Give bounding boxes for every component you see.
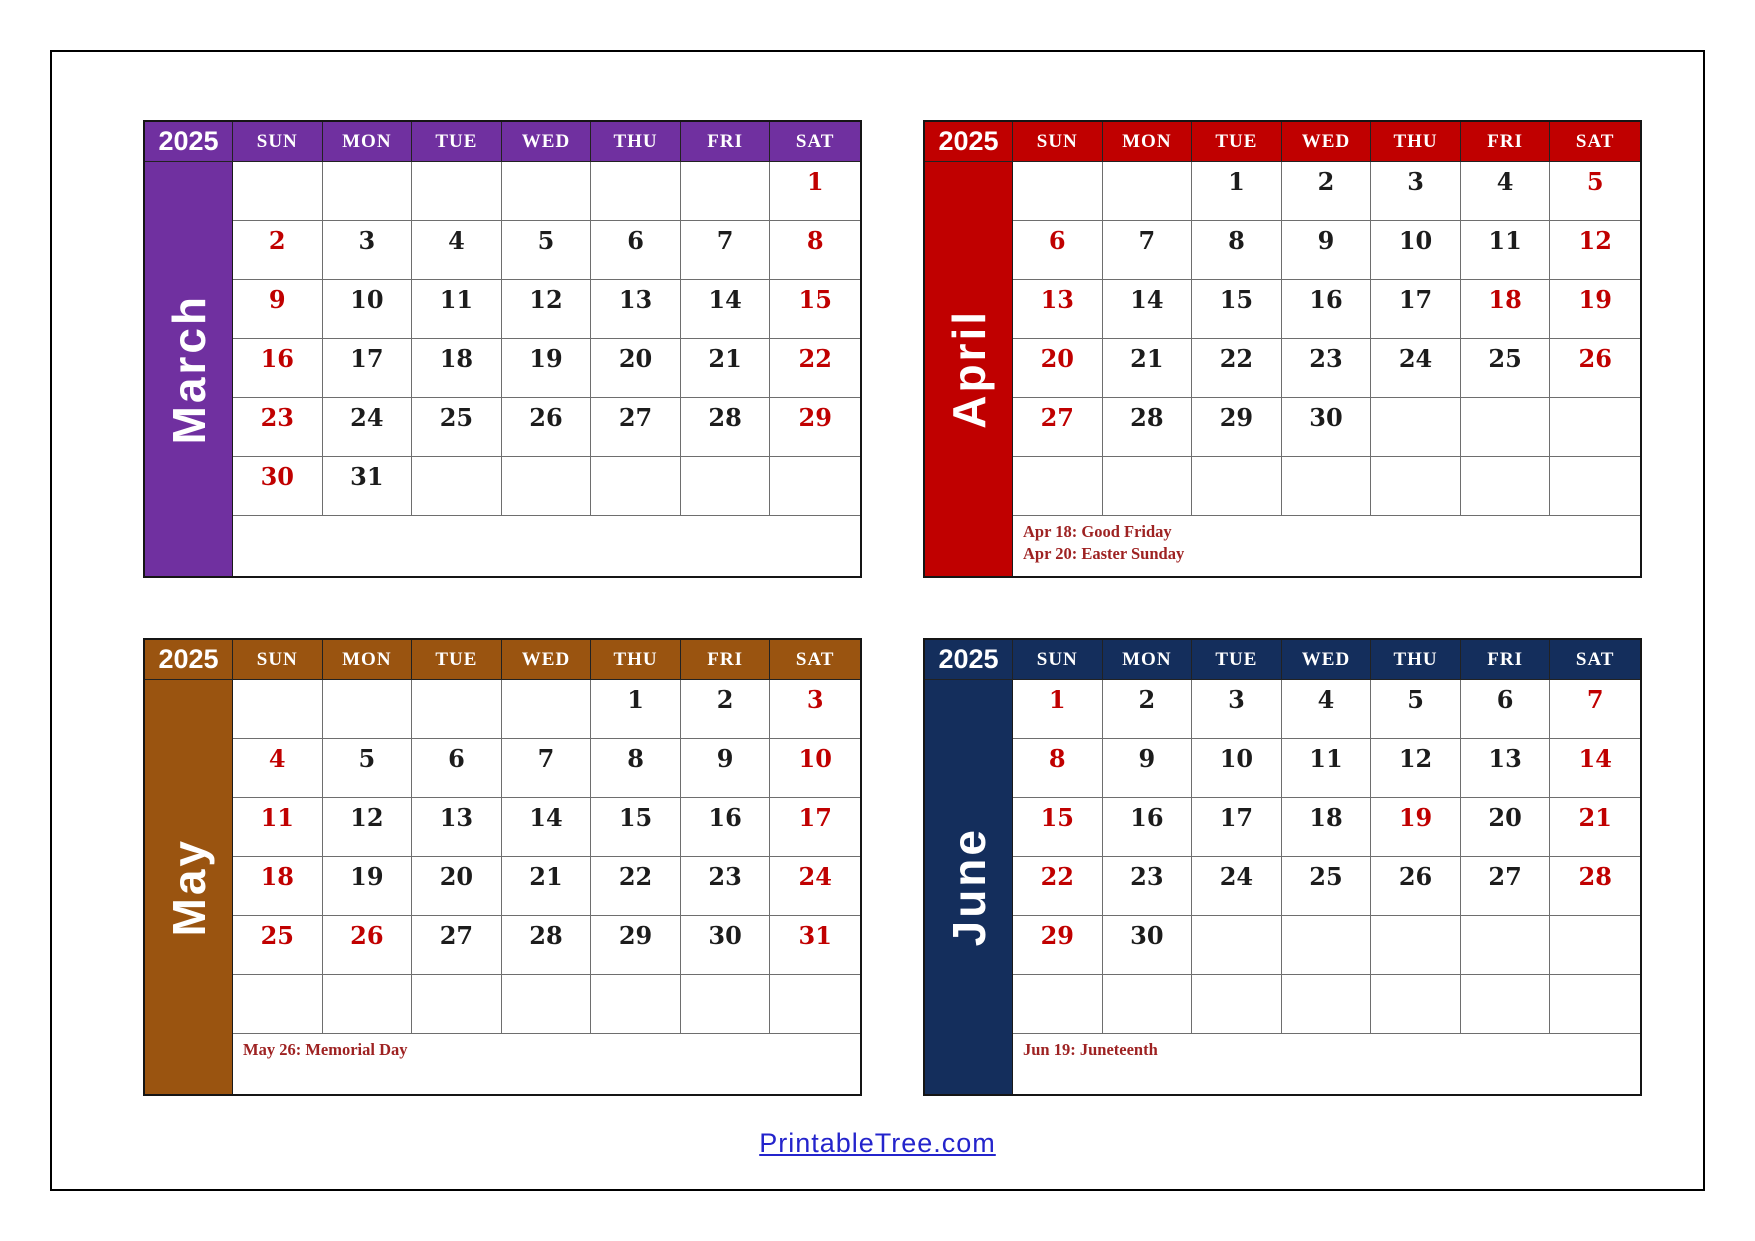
date-cell-march-27: 27 xyxy=(591,398,681,457)
month-sidebar-june xyxy=(925,680,1013,1094)
day-header-mon: MON xyxy=(323,122,413,162)
date-cell-march-10: 10 xyxy=(323,280,413,339)
holiday-notes-march xyxy=(233,516,860,576)
date-cell-empty xyxy=(1461,398,1551,457)
date-cell-april-2: 2 xyxy=(1282,162,1372,221)
date-cell-april-3: 3 xyxy=(1371,162,1461,221)
month-label-may: May xyxy=(162,837,215,937)
date-cell-march-28: 28 xyxy=(681,398,771,457)
day-header-mon: MON xyxy=(323,640,413,680)
date-cell-june-22: 22 xyxy=(1013,857,1103,916)
date-cell-april-16: 16 xyxy=(1282,280,1372,339)
year-label-may: 2025 xyxy=(145,640,233,680)
date-cell-empty xyxy=(1103,162,1193,221)
date-cell-june-8: 8 xyxy=(1013,739,1103,798)
date-cell-april-26: 26 xyxy=(1550,339,1640,398)
date-cell-june-23: 23 xyxy=(1103,857,1193,916)
date-cell-empty xyxy=(412,680,502,739)
day-header-tue: TUE xyxy=(1192,640,1282,680)
date-cell-june-28: 28 xyxy=(1550,857,1640,916)
date-cell-may-1: 1 xyxy=(591,680,681,739)
date-cell-march-7: 7 xyxy=(681,221,771,280)
date-cell-empty xyxy=(1550,916,1640,975)
date-cell-april-19: 19 xyxy=(1550,280,1640,339)
date-cell-april-23: 23 xyxy=(1282,339,1372,398)
date-cell-june-19: 19 xyxy=(1371,798,1461,857)
date-cell-empty xyxy=(1103,457,1193,516)
date-cell-june-4: 4 xyxy=(1282,680,1372,739)
day-header-tue: TUE xyxy=(412,122,502,162)
date-cell-april-12: 12 xyxy=(1550,221,1640,280)
date-cell-empty xyxy=(681,457,771,516)
holiday-note: Apr 18: Good Friday xyxy=(1023,522,1172,541)
month-sidebar-april xyxy=(925,162,1013,576)
date-cell-march-6: 6 xyxy=(591,221,681,280)
day-header-fri: FRI xyxy=(1461,122,1551,162)
date-cell-empty xyxy=(233,162,323,221)
date-cell-april-4: 4 xyxy=(1461,162,1551,221)
date-cell-june-26: 26 xyxy=(1371,857,1461,916)
date-cell-may-24: 24 xyxy=(770,857,860,916)
date-cell-june-2: 2 xyxy=(1103,680,1193,739)
date-cell-empty xyxy=(1461,457,1551,516)
date-cell-may-13: 13 xyxy=(412,798,502,857)
date-cell-april-24: 24 xyxy=(1371,339,1461,398)
day-header-sun: SUN xyxy=(1013,640,1103,680)
date-cell-may-23: 23 xyxy=(681,857,771,916)
date-cell-may-18: 18 xyxy=(233,857,323,916)
date-cell-june-1: 1 xyxy=(1013,680,1103,739)
day-header-fri: FRI xyxy=(1461,640,1551,680)
date-cell-june-27: 27 xyxy=(1461,857,1551,916)
date-cell-april-14: 14 xyxy=(1103,280,1193,339)
date-cell-march-30: 30 xyxy=(233,457,323,516)
date-cell-empty xyxy=(412,975,502,1034)
date-cell-empty xyxy=(323,975,413,1034)
date-cell-june-13: 13 xyxy=(1461,739,1551,798)
date-cell-april-21: 21 xyxy=(1103,339,1193,398)
date-cell-march-1: 1 xyxy=(770,162,860,221)
date-cell-march-21: 21 xyxy=(681,339,771,398)
date-cell-may-2: 2 xyxy=(681,680,771,739)
month-label-june: June xyxy=(942,827,995,947)
day-header-thu: THU xyxy=(1371,640,1461,680)
date-cell-may-14: 14 xyxy=(502,798,592,857)
date-cell-may-19: 19 xyxy=(323,857,413,916)
date-cell-april-1: 1 xyxy=(1192,162,1282,221)
date-cell-empty xyxy=(502,680,592,739)
date-cell-june-14: 14 xyxy=(1550,739,1640,798)
date-cell-may-7: 7 xyxy=(502,739,592,798)
date-cell-march-8: 8 xyxy=(770,221,860,280)
date-cell-march-4: 4 xyxy=(412,221,502,280)
date-cell-march-15: 15 xyxy=(770,280,860,339)
date-cell-april-17: 17 xyxy=(1371,280,1461,339)
date-cell-empty xyxy=(1103,975,1193,1034)
date-cell-empty xyxy=(1192,457,1282,516)
date-cell-empty xyxy=(502,457,592,516)
day-header-sat: SAT xyxy=(1550,640,1640,680)
day-header-mon: MON xyxy=(1103,640,1193,680)
holiday-notes-may xyxy=(233,1034,860,1094)
date-cell-may-28: 28 xyxy=(502,916,592,975)
date-cell-march-16: 16 xyxy=(233,339,323,398)
date-cell-empty xyxy=(233,975,323,1034)
date-cell-empty xyxy=(412,162,502,221)
holiday-notes-april xyxy=(1013,516,1640,576)
date-cell-may-9: 9 xyxy=(681,739,771,798)
date-cell-may-5: 5 xyxy=(323,739,413,798)
date-cell-empty xyxy=(770,457,860,516)
date-cell-march-31: 31 xyxy=(323,457,413,516)
day-header-wed: WED xyxy=(1282,122,1372,162)
date-cell-march-25: 25 xyxy=(412,398,502,457)
month-sidebar-may xyxy=(145,680,233,1094)
date-cell-empty xyxy=(1371,975,1461,1034)
date-cell-june-29: 29 xyxy=(1013,916,1103,975)
date-cell-may-26: 26 xyxy=(323,916,413,975)
date-cell-april-13: 13 xyxy=(1013,280,1103,339)
date-cell-empty xyxy=(591,162,681,221)
date-cell-may-15: 15 xyxy=(591,798,681,857)
date-cell-may-8: 8 xyxy=(591,739,681,798)
date-cell-march-13: 13 xyxy=(591,280,681,339)
date-cell-empty xyxy=(1282,916,1372,975)
date-cell-march-12: 12 xyxy=(502,280,592,339)
date-cell-june-3: 3 xyxy=(1192,680,1282,739)
date-cell-may-25: 25 xyxy=(233,916,323,975)
day-header-thu: THU xyxy=(591,122,681,162)
date-cell-empty xyxy=(323,162,413,221)
date-cell-april-11: 11 xyxy=(1461,221,1551,280)
date-cell-april-28: 28 xyxy=(1103,398,1193,457)
date-cell-empty xyxy=(591,457,681,516)
day-header-wed: WED xyxy=(1282,640,1372,680)
date-cell-empty xyxy=(1013,975,1103,1034)
date-cell-empty xyxy=(502,162,592,221)
date-cell-june-21: 21 xyxy=(1550,798,1640,857)
date-cell-march-18: 18 xyxy=(412,339,502,398)
holiday-note: Jun 19: Juneteenth xyxy=(1023,1040,1158,1059)
date-cell-april-7: 7 xyxy=(1103,221,1193,280)
calendar-june xyxy=(923,638,1642,1096)
date-cell-may-31: 31 xyxy=(770,916,860,975)
day-header-wed: WED xyxy=(502,640,592,680)
date-cell-may-16: 16 xyxy=(681,798,771,857)
date-cell-june-11: 11 xyxy=(1282,739,1372,798)
date-cell-empty xyxy=(323,680,413,739)
date-cell-empty xyxy=(1371,457,1461,516)
day-header-wed: WED xyxy=(502,122,592,162)
date-cell-empty xyxy=(1192,916,1282,975)
date-cell-march-14: 14 xyxy=(681,280,771,339)
calendar-may xyxy=(143,638,862,1096)
day-header-fri: FRI xyxy=(681,640,771,680)
date-cell-april-9: 9 xyxy=(1282,221,1372,280)
date-cell-june-7: 7 xyxy=(1550,680,1640,739)
date-cell-march-22: 22 xyxy=(770,339,860,398)
date-cell-may-20: 20 xyxy=(412,857,502,916)
date-cell-april-10: 10 xyxy=(1371,221,1461,280)
month-label-march: March xyxy=(162,293,215,445)
date-cell-april-15: 15 xyxy=(1192,280,1282,339)
date-cell-april-22: 22 xyxy=(1192,339,1282,398)
holiday-notes-june xyxy=(1013,1034,1640,1094)
date-cell-june-15: 15 xyxy=(1013,798,1103,857)
date-cell-may-3: 3 xyxy=(770,680,860,739)
date-cell-march-26: 26 xyxy=(502,398,592,457)
date-cell-may-22: 22 xyxy=(591,857,681,916)
footer-link[interactable]: PrintableTree.com xyxy=(759,1128,996,1158)
date-cell-may-29: 29 xyxy=(591,916,681,975)
day-header-sat: SAT xyxy=(1550,122,1640,162)
day-header-sat: SAT xyxy=(770,122,860,162)
date-cell-may-11: 11 xyxy=(233,798,323,857)
year-label-march: 2025 xyxy=(145,122,233,162)
date-cell-may-21: 21 xyxy=(502,857,592,916)
calendar-march xyxy=(143,120,862,578)
date-cell-empty xyxy=(1550,457,1640,516)
date-cell-may-4: 4 xyxy=(233,739,323,798)
date-cell-april-18: 18 xyxy=(1461,280,1551,339)
date-cell-empty xyxy=(502,975,592,1034)
date-cell-empty xyxy=(233,680,323,739)
date-cell-may-30: 30 xyxy=(681,916,771,975)
date-cell-june-16: 16 xyxy=(1103,798,1193,857)
date-cell-empty xyxy=(1550,398,1640,457)
day-header-tue: TUE xyxy=(412,640,502,680)
date-cell-empty xyxy=(1461,975,1551,1034)
date-cell-april-20: 20 xyxy=(1013,339,1103,398)
date-cell-may-6: 6 xyxy=(412,739,502,798)
date-cell-june-25: 25 xyxy=(1282,857,1372,916)
date-cell-may-27: 27 xyxy=(412,916,502,975)
date-cell-march-24: 24 xyxy=(323,398,413,457)
year-label-june: 2025 xyxy=(925,640,1013,680)
date-cell-june-24: 24 xyxy=(1192,857,1282,916)
date-cell-april-25: 25 xyxy=(1461,339,1551,398)
date-cell-june-9: 9 xyxy=(1103,739,1193,798)
date-cell-empty xyxy=(1013,162,1103,221)
date-cell-march-19: 19 xyxy=(502,339,592,398)
date-cell-may-12: 12 xyxy=(323,798,413,857)
date-cell-april-8: 8 xyxy=(1192,221,1282,280)
date-cell-may-10: 10 xyxy=(770,739,860,798)
calendar-april xyxy=(923,120,1642,578)
date-cell-june-10: 10 xyxy=(1192,739,1282,798)
day-header-fri: FRI xyxy=(681,122,771,162)
date-cell-empty xyxy=(1371,398,1461,457)
date-cell-empty xyxy=(681,162,771,221)
month-sidebar-march xyxy=(145,162,233,576)
date-cell-empty xyxy=(1282,975,1372,1034)
date-cell-june-17: 17 xyxy=(1192,798,1282,857)
date-cell-march-20: 20 xyxy=(591,339,681,398)
date-cell-empty xyxy=(1461,916,1551,975)
day-header-sun: SUN xyxy=(1013,122,1103,162)
date-cell-empty xyxy=(591,975,681,1034)
day-header-mon: MON xyxy=(1103,122,1193,162)
date-cell-may-17: 17 xyxy=(770,798,860,857)
date-cell-april-29: 29 xyxy=(1192,398,1282,457)
date-cell-march-17: 17 xyxy=(323,339,413,398)
date-cell-empty xyxy=(1550,975,1640,1034)
date-cell-april-5: 5 xyxy=(1550,162,1640,221)
date-cell-june-20: 20 xyxy=(1461,798,1551,857)
date-cell-april-30: 30 xyxy=(1282,398,1372,457)
day-header-thu: THU xyxy=(1371,122,1461,162)
date-cell-empty xyxy=(1192,975,1282,1034)
date-cell-june-6: 6 xyxy=(1461,680,1551,739)
day-header-sun: SUN xyxy=(233,122,323,162)
date-cell-june-30: 30 xyxy=(1103,916,1193,975)
date-cell-june-5: 5 xyxy=(1371,680,1461,739)
date-cell-march-5: 5 xyxy=(502,221,592,280)
holiday-note: Apr 20: Easter Sunday xyxy=(1023,543,1185,563)
date-cell-april-27: 27 xyxy=(1013,398,1103,457)
date-cell-march-23: 23 xyxy=(233,398,323,457)
date-cell-march-3: 3 xyxy=(323,221,413,280)
day-header-tue: TUE xyxy=(1192,122,1282,162)
month-label-april: April xyxy=(942,309,995,429)
date-cell-june-12: 12 xyxy=(1371,739,1461,798)
date-cell-march-29: 29 xyxy=(770,398,860,457)
date-cell-empty xyxy=(1282,457,1372,516)
day-header-sat: SAT xyxy=(770,640,860,680)
year-label-april: 2025 xyxy=(925,122,1013,162)
day-header-sun: SUN xyxy=(233,640,323,680)
holiday-note: May 26: Memorial Day xyxy=(243,1040,408,1059)
date-cell-empty xyxy=(1371,916,1461,975)
date-cell-empty xyxy=(681,975,771,1034)
date-cell-march-9: 9 xyxy=(233,280,323,339)
date-cell-empty xyxy=(412,457,502,516)
date-cell-march-2: 2 xyxy=(233,221,323,280)
date-cell-june-18: 18 xyxy=(1282,798,1372,857)
date-cell-march-11: 11 xyxy=(412,280,502,339)
date-cell-empty xyxy=(770,975,860,1034)
date-cell-april-6: 6 xyxy=(1013,221,1103,280)
date-cell-empty xyxy=(1013,457,1103,516)
day-header-thu: THU xyxy=(591,640,681,680)
